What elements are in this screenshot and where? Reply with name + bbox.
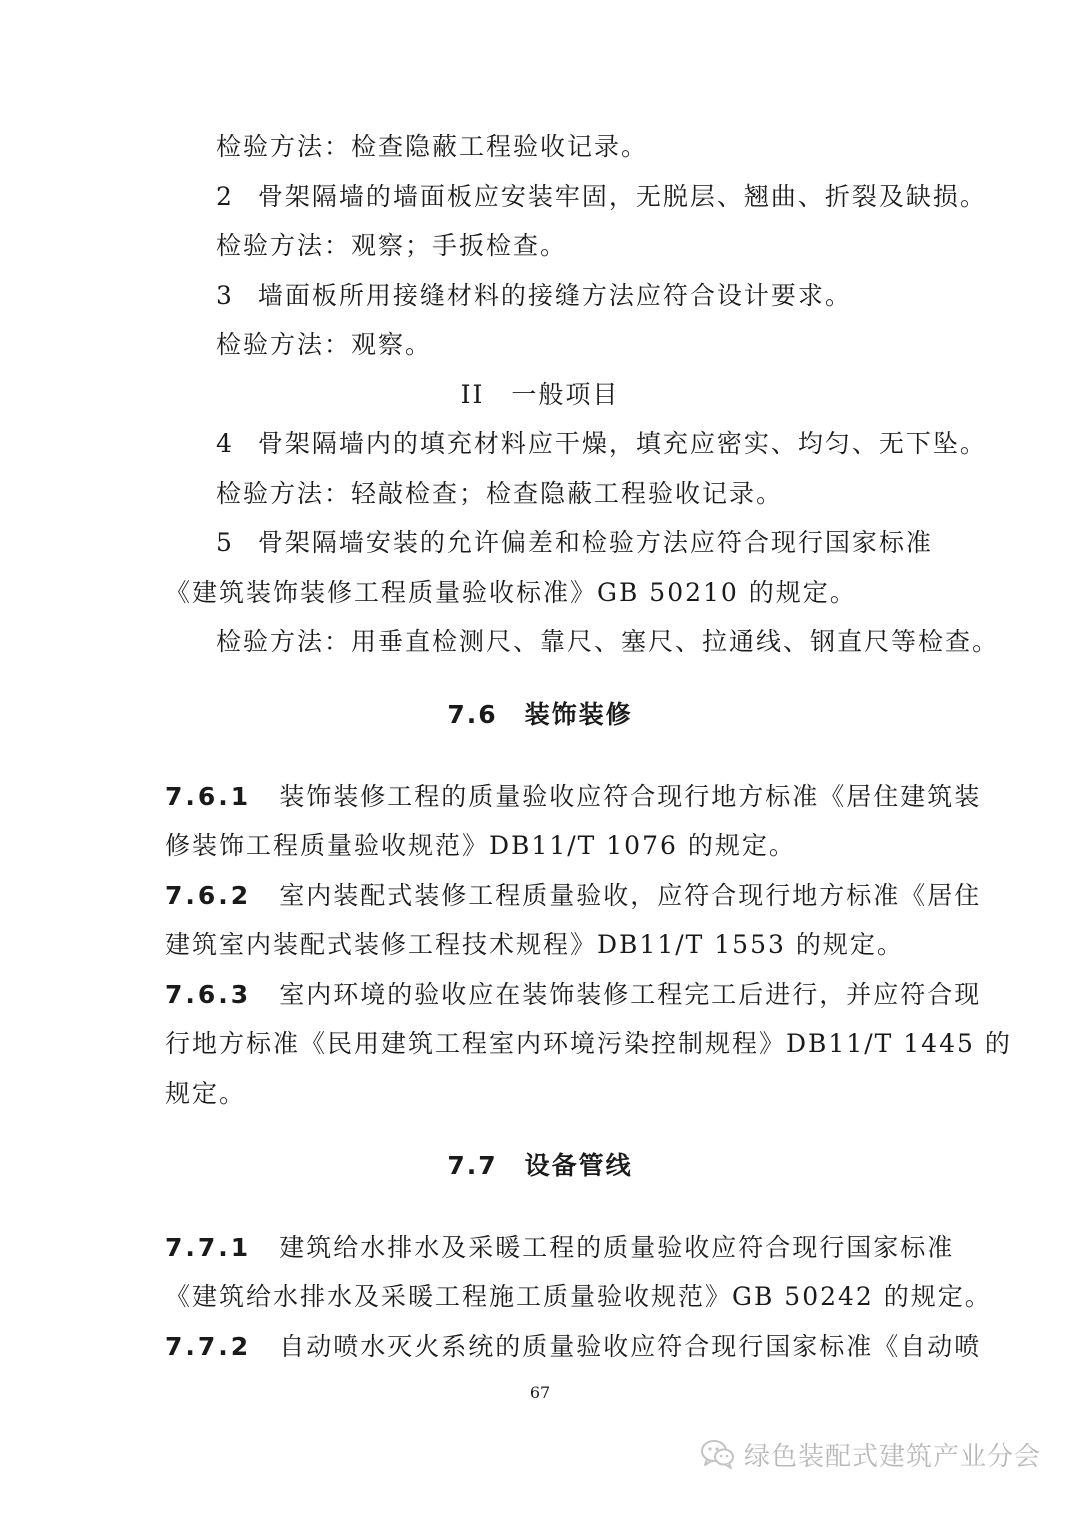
clause xyxy=(165,1332,981,1362)
clause-number: 7.7.1 xyxy=(165,1233,252,1262)
clause xyxy=(165,782,981,812)
item-text: 骨架隔墙的墙面板应安装牢固，无脱层、翘曲、折裂及缺损。 xyxy=(257,182,987,211)
section-title: 7.6 装饰装修 xyxy=(447,700,633,729)
clause-text: 装饰装修工程的质量验收应符合现行地方标准《居住建筑装 xyxy=(279,782,982,811)
page-number: 67 xyxy=(529,1383,551,1402)
clause-number: 7.6.1 xyxy=(165,782,252,811)
clause xyxy=(165,980,981,1010)
paragraph-line: 建筑室内装配式装修工程技术规程》DB11/T 1553 的规定。 xyxy=(165,930,904,959)
clause-number: 7.7.2 xyxy=(165,1332,252,1361)
clause xyxy=(165,1233,954,1263)
paragraph-line: 检验方法：用垂直检测尺、靠尺、塞尺、拉通线、钢直尺等检查。 xyxy=(216,627,1000,656)
list-item xyxy=(216,182,987,212)
watermark-text: 绿色装配式建筑产业分会 xyxy=(744,1441,1042,1472)
clause-number: 7.6.2 xyxy=(165,881,252,910)
list-item xyxy=(216,281,852,311)
wechat-icon xyxy=(700,1438,736,1470)
paragraph-line: 检验方法：轻敲检查；检查隐蔽工程验收记录。 xyxy=(216,479,784,508)
clause-text: 自动喷水灭火系统的质量验收应符合现行国家标准《自动喷 xyxy=(279,1332,982,1361)
list-item xyxy=(216,429,987,459)
subsection-heading: II 一般项目 xyxy=(460,380,620,409)
clause-text: 室内环境的验收应在装饰装修工程完工后进行，并应符合现 xyxy=(279,980,982,1009)
section-title: 7.7 设备管线 xyxy=(447,1151,633,1180)
item-number: 3 xyxy=(216,281,234,310)
paragraph-line: 修装饰工程质量验收规范》DB11/T 1076 的规定。 xyxy=(165,831,796,860)
watermark xyxy=(700,1432,1041,1476)
item-text: 骨架隔墙内的填充材料应干燥，填充应密实、均匀、无下坠。 xyxy=(257,429,987,458)
item-number: 4 xyxy=(216,429,234,458)
paragraph-line: 检验方法：观察；手扳检查。 xyxy=(216,231,568,260)
clause-number: 7.6.3 xyxy=(165,980,252,1009)
item-number: 2 xyxy=(216,182,234,211)
paragraph-line: 规定。 xyxy=(165,1079,247,1108)
item-text: 墙面板所用接缝材料的接缝方法应符合设计要求。 xyxy=(257,281,852,310)
paragraph-line: 检验方法：检查隐蔽工程验收记录。 xyxy=(216,132,649,161)
list-item xyxy=(216,528,933,558)
item-number: 5 xyxy=(216,528,234,557)
paragraph-line: 《建筑装饰装修工程质量验收标准》GB 50210 的规定。 xyxy=(165,578,857,607)
clause xyxy=(165,881,981,911)
clause-text: 室内装配式装修工程质量验收，应符合现行地方标准《居住 xyxy=(279,881,982,910)
paragraph-line: 检验方法：观察。 xyxy=(216,330,433,359)
clause-text: 建筑给水排水及采暖工程的质量验收应符合现行国家标准 xyxy=(279,1233,955,1262)
paragraph-line: 《建筑给水排水及采暖工程施工质量验收规范》GB 50242 的规定。 xyxy=(165,1282,992,1311)
paragraph-line: 行地方标准《民用建筑工程室内环境污染控制规程》DB11/T 1445 的 xyxy=(165,1029,1012,1058)
item-text: 骨架隔墙安装的允许偏差和检验方法应符合现行国家标准 xyxy=(257,528,933,557)
